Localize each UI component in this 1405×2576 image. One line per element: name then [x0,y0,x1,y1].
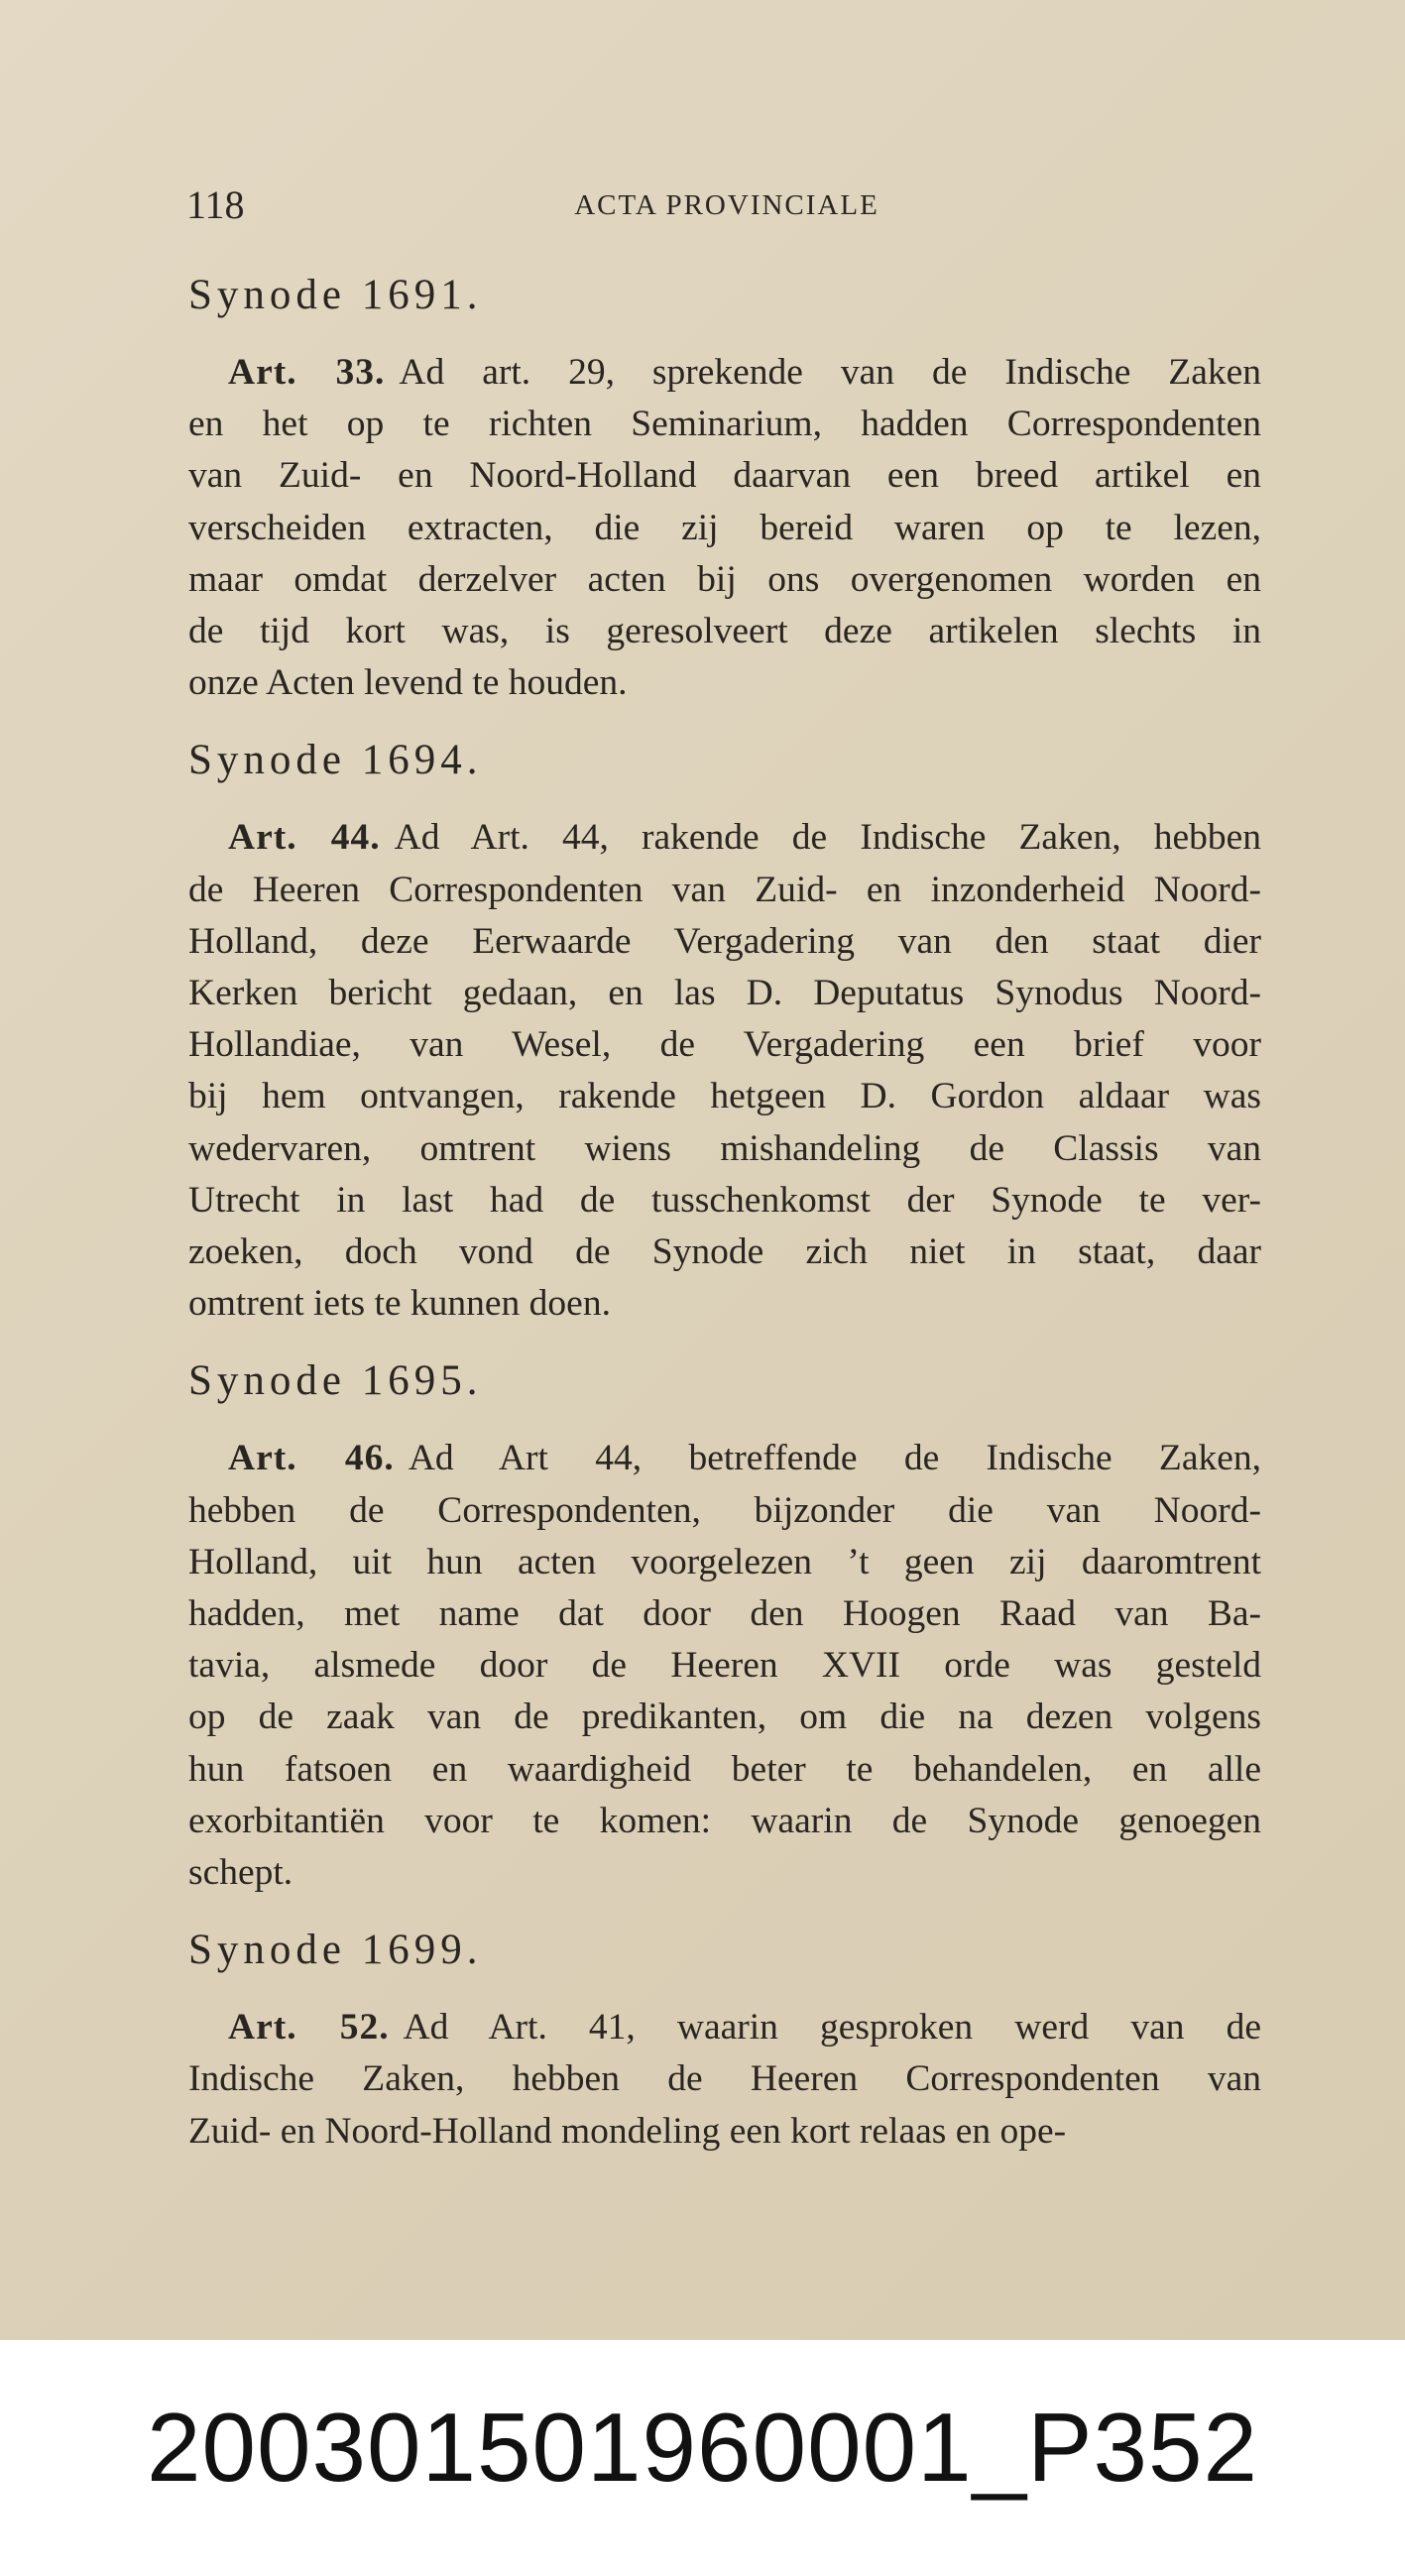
article-line: Utrecht in last had de tusschenkomst der Synode te ver- [188,1179,1261,1221]
scan-identifier: 200301501960001_P352 [147,2393,1258,2502]
page-content [188,270,1261,2183]
article-line: bij hem ontvangen, rakende hetgeen D. Gordon aldaar was [188,1076,1261,1117]
article-line: hadden, met name dat door den Hoogen Raad van Ba- [188,1593,1261,1635]
article-line [188,1433,1261,1484]
running-title: ACTA PROVINCIALE [574,189,879,221]
article-number: Art. 52. [228,2007,390,2049]
article-line: de tijd kort was, is geresolveert deze artikelen slechts in [188,611,1261,652]
article-paragraph [188,1433,1261,1899]
article-number: Art. 46. [228,1438,395,1479]
page-header [186,181,1267,231]
article-line: Holland, deze Eerwaarde Vergadering van den staat dier [188,920,1261,962]
article-text: Ad Art. 44, rakende de Indische Zaken, hebben [394,817,1262,859]
article-paragraph [188,2002,1261,2158]
synode-heading: Synode 1694. [188,737,483,784]
article-line: hun fatsoen en waardigheid beter te behandelen, en alle [188,1748,1261,1790]
article-number: Art. 33. [228,352,386,393]
article-paragraph [188,347,1261,709]
article-line: exorbitantiën voor te komen: waarin de Synode genoegen [188,1800,1261,1841]
article-line: maar omdat derzelver acten bij ons overgenomen worden en [188,558,1261,600]
article-line: hebben de Correspondenten, bijzonder die van Noord- [188,1489,1261,1531]
page-number: 118 [186,182,245,227]
article-line: Hollandiae, van Wesel, de Vergadering een brief voor [188,1024,1261,1066]
article-text: Ad Art 44, betreffende de Indische Zaken, [408,1438,1261,1479]
article-text: Ad Art. 41, waarin gesproken werd van de [403,2007,1261,2049]
article-line: tavia, alsmede door de Heeren XVII orde was gesteld [188,1645,1261,1687]
article-line: wedervaren, omtrent wiens mishandeling de Classis van [188,1127,1261,1169]
article-line [188,2002,1261,2053]
article-line: Holland, uit hun acten voorgelezen ’t geen zij daaromtrent [188,1541,1261,1582]
article-line: Kerken bericht gedaan, en las D. Deputatus Synodus Noord- [188,973,1261,1014]
article-number: Art. 44. [228,817,381,859]
article-line: op de zaak van de predikanten, om die na dezen volgens [188,1697,1261,1738]
article-line: zoeken, doch vond de Synode zich niet in staat, daar [188,1231,1261,1273]
article-line: van Zuid- en Noord-Holland daarvan een breed artikel en [188,455,1261,497]
article-line: Zuid- en Noord-Holland mondeling een kort relaas en ope- [188,2110,1067,2152]
article-line [188,812,1261,864]
article-line: onze Acten levend te houden. [188,662,628,704]
article-line: schept. [188,1852,293,1894]
synode-heading: Synode 1691. [188,272,483,318]
article-text: Ad art. 29, sprekende van de Indische Zaken [399,352,1261,393]
article-line: en het op te richten Seminarium, hadden Correspondenten [188,404,1261,445]
article-line [188,347,1261,399]
synode-heading: Synode 1695. [188,1357,483,1405]
article-line: de Heeren Correspondenten van Zuid- en inzonderheid Noord- [188,869,1261,910]
article-line: Indische Zaken, hebben de Heeren Correspondenten van [188,2058,1261,2100]
synode-heading: Synode 1699. [188,1927,483,1974]
article-line: verscheiden extracten, die zij bereid waren op te lezen, [188,507,1261,548]
article-line: omtrent iets te kunnen doen. [188,1283,611,1325]
article-paragraph [188,812,1261,1330]
